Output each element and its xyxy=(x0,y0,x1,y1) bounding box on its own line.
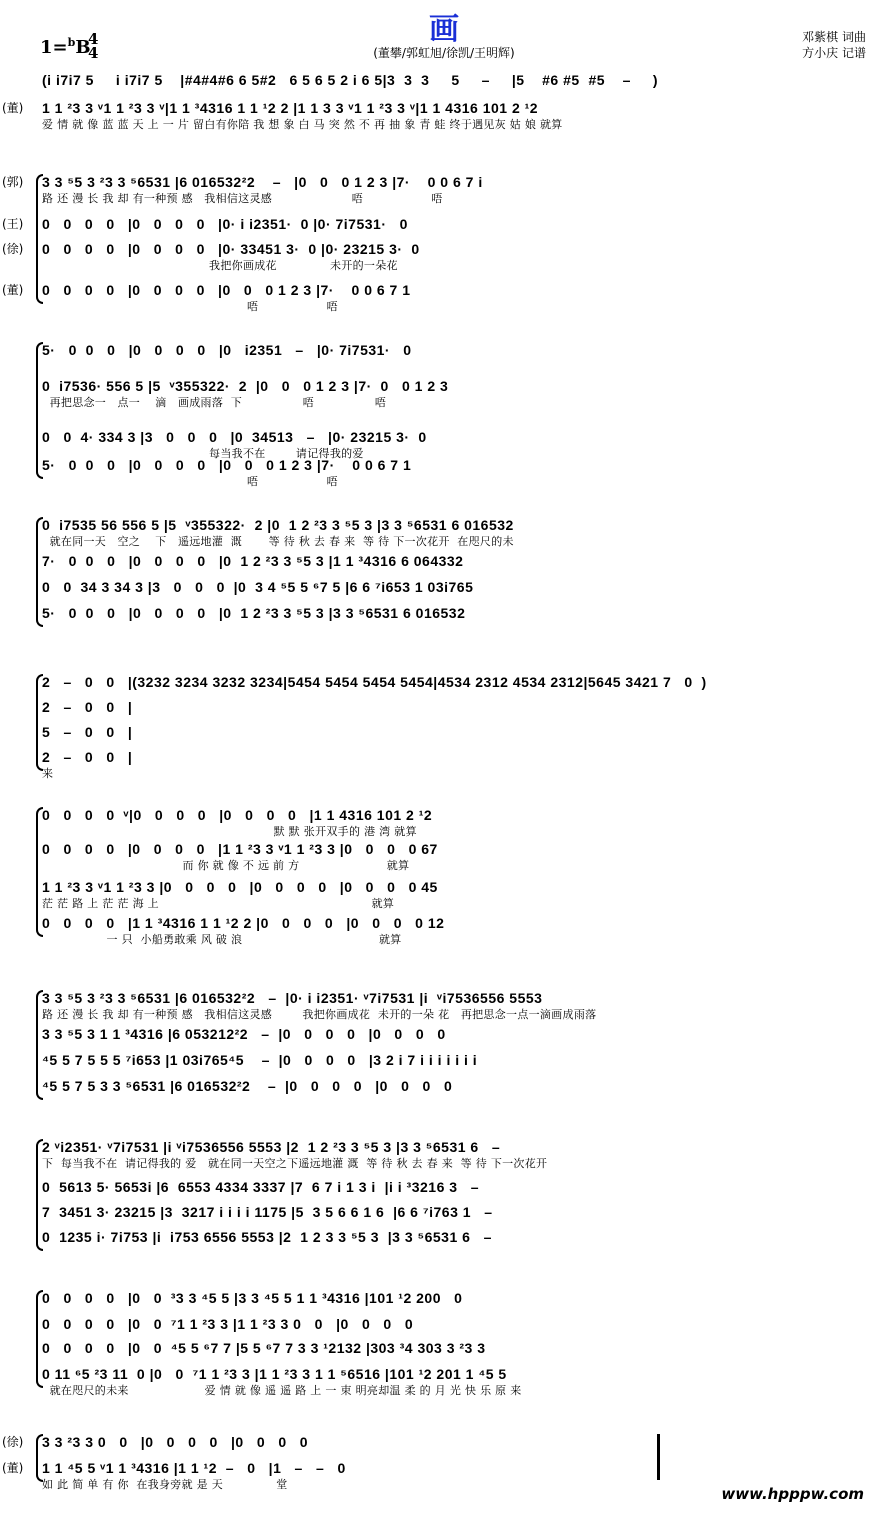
voice-label: (董) xyxy=(2,283,24,297)
voice-row xyxy=(0,577,888,597)
voice-row xyxy=(0,515,888,548)
voice-row xyxy=(0,805,888,838)
lyric-line: 下 每当我不在 请记得我的 爱 就在同一天空之下遥远地灌 溉 等 待 秋 去 春 来 等 待 下一次花开 xyxy=(42,1157,548,1170)
notation-line: 2 – 0 0 | xyxy=(42,699,133,715)
voice-label: (董) xyxy=(2,1461,24,1475)
voice-row xyxy=(0,1364,888,1397)
final-barline xyxy=(657,1434,660,1480)
notation-line: ⁴5 5 7 5 5 5 ⁷i653 |1 03i765⁴5 – |0 0 0 0 |3 2 i 7 i i i i i i i xyxy=(42,1052,478,1068)
voice-row xyxy=(0,172,888,205)
notation-line: 5· 0 0 0 |0 0 0 0 |0 0 0 1 2 3 |7· 0 0 6 7 1 xyxy=(42,457,412,473)
voice-row xyxy=(0,1076,888,1096)
voice-row xyxy=(0,603,888,623)
time-bottom: 4 xyxy=(88,44,99,62)
notation-line: 3 3 ⁵5 3 1 1 ³4316 |6 053212²2 – |0 0 0 0 |0 0 0 0 xyxy=(42,1026,446,1042)
lyric-line: 爱 情 就 像 蓝 蓝 天 上 一 片 留白有你陪 我 想 象 白 马 突 然 不 再 抽 象 青 蛙 终于遇见灰 姑 娘 就算 xyxy=(42,118,563,131)
voice-row xyxy=(0,877,888,910)
voice-label: (徐) xyxy=(2,1435,24,1449)
voice-row xyxy=(0,722,888,742)
voice-row xyxy=(0,214,888,234)
notation-line: 1 1 ²3 3 ᵛ1 1 ²3 3 |0 0 0 0 |0 0 0 0 |0 0 0 0 45 xyxy=(42,879,438,895)
voice-label: (郭) xyxy=(2,175,24,189)
lyricist-composer: 邓紫棋 词曲 xyxy=(802,30,866,44)
key-flat: b xyxy=(67,36,76,49)
lyric-line: 来 xyxy=(42,767,54,780)
lyric-line: 再把思念一 点一 滴 画成雨落 下 唔 唔 xyxy=(42,396,387,409)
notation-line: 7 3451 3· 23215 |3 3217 i i i i 1175 |5 3 5 6 6 1 6 |6 6 ⁷i763 1 – xyxy=(42,1204,493,1220)
intro-notes: (i i7i7 5 i i7i7 5 |#4#4#6 6 5#2 6 5 6 5 2 i 6 5|3 3 3 5 – |5 #6 #5 #5 – ) xyxy=(42,72,658,88)
notation-line: 0 i7535 56 556 5 |5 ᵛ355322· 2 |0 1 2 ²3 3 ⁵5 3 |3 3 ⁵6531 6 016532 xyxy=(42,517,514,533)
notation-line: 1 1 ²3 3 ᵛ1 1 ²3 3 ᵛ|1 1 ³4316 1 1 ¹2 2 |1 1 3 3 ᵛ1 1 ²3 3 ᵛ|1 1 4316 101 2 ¹2 xyxy=(42,100,539,116)
notation-line: 2 ᵛi2351· ᵛ7i7531 |i ᵛi7536556 5553 |2 1 2 ²3 3 ⁵5 3 |3 3 ⁵6531 6 – xyxy=(42,1139,501,1155)
notation-line: 0 1235 i· 7i753 |i i753 6556 5553 |2 1 2 3 3 ⁵5 3 |3 3 ⁵6531 6 – xyxy=(42,1229,492,1245)
voice-row xyxy=(0,1202,888,1222)
notation-line: 0 0 0 0 |0 0 0 0 |0· i i2351· 0 |0· 7i7531· 0 xyxy=(42,216,408,232)
voice-row xyxy=(0,376,888,409)
voice-row xyxy=(0,1137,888,1170)
voice-row xyxy=(0,1050,888,1070)
voice-row xyxy=(0,1338,888,1358)
watermark: www.hpppw.com xyxy=(721,1485,864,1503)
notation-line: 2 – 0 0 |(3232 3234 3232 3234|5454 5454 5454 5454|4534 2312 4534 2312|5645 3421 7 0 ) xyxy=(42,674,707,690)
voice-row xyxy=(0,672,888,692)
voice-row xyxy=(0,1432,888,1452)
notation-line: 0 0 0 0 |0 0 0 0 |1 1 ²3 3 ᵛ1 1 ²3 3 |0 0 0 0 67 xyxy=(42,841,438,857)
notation-line: 0 0 0 0 |1 1 ³4316 1 1 ¹2 2 |0 0 0 0 |0 0 0 0 12 xyxy=(42,915,445,931)
voice-row xyxy=(0,1314,888,1334)
voice-row xyxy=(0,98,888,131)
notation-line: 0 i7536· 556 5 |5 ᵛ355322· 2 |0 0 0 1 2 3 |7· 0 0 1 2 3 xyxy=(42,378,449,394)
notation-line: 5· 0 0 0 |0 0 0 0 |0 1 2 ²3 3 ⁵5 3 |3 3 ⁵6531 6 016532 xyxy=(42,605,466,621)
voice-row xyxy=(0,988,888,1021)
lyric-line: 而 你 就 像 不 远 前 方 就算 xyxy=(42,859,410,872)
lyric-line: 每当我不在 请记得我的爱 xyxy=(42,447,364,460)
notation-line: 0 0 0 0 |0 0 0 0 |0 0 0 1 2 3 |7· 0 0 6 7 1 xyxy=(42,282,411,298)
key-prefix: 1= xyxy=(40,37,68,58)
voice-row xyxy=(0,455,888,488)
voice-row xyxy=(0,551,888,571)
notation-line: 0 0 0 0 |0 0 0 0 |0· 33451 3· 0 |0· 23215 3· 0 xyxy=(42,241,420,257)
notation-line: 3 3 ²3 3 0 0 |0 0 0 0 |0 0 0 0 xyxy=(42,1434,309,1450)
voice-row xyxy=(0,1177,888,1197)
notation-line: 7· 0 0 0 |0 0 0 0 |0 1 2 ²3 3 ⁵5 3 |1 1 ³4316 6 064332 xyxy=(42,553,464,569)
voice-row xyxy=(0,1458,888,1491)
notation-line: 0 0 0 0 |0 0 ⁷1 1 ²3 3 |1 1 ²3 3 0 0 |0 0 0 0 xyxy=(42,1316,414,1332)
voice-label: (王) xyxy=(2,217,24,231)
key-note: B xyxy=(75,37,91,58)
voice-row xyxy=(0,839,888,872)
voice-row xyxy=(0,340,888,360)
lyric-line: 默 默 张开双手的 港 湾 就算 xyxy=(42,825,417,838)
voice-row xyxy=(0,280,888,313)
notation-line: 5· 0 0 0 |0 0 0 0 |0 i2351 – |0· 7i7531· 0 xyxy=(42,342,412,358)
voice-row xyxy=(0,239,888,272)
song-title: 画 xyxy=(429,12,459,47)
notation-line: 1 1 ⁴5 5 ᵛ1 1 ³4316 |1 1 ¹2 – 0 |1 – – 0 xyxy=(42,1460,346,1476)
voice-row xyxy=(0,1024,888,1044)
lyric-line: 唔 唔 xyxy=(42,475,338,488)
lyric-line: 路 还 漫 长 我 却 有一种预 感 我相信这灵感 唔 唔 xyxy=(42,192,443,205)
notation-line: 0 0 0 0 |0 0 ³3 3 ⁴5 5 |3 3 ⁴5 5 1 1 ³4316 |101 ¹2 200 0 xyxy=(42,1290,463,1306)
voice-row xyxy=(0,697,888,717)
lyric-line: 就在同一天 空之 下 遥远地灌 溉 等 待 秋 去 春 来 等 待 下一次花开 在咫尺的未 xyxy=(42,535,514,548)
notation-line: ⁴5 5 7 5 3 3 ⁵6531 |6 016532²2 – |0 0 0 0 |0 0 0 0 xyxy=(42,1078,453,1094)
notation-line: 5 – 0 0 | xyxy=(42,724,133,740)
notation-line: 0 0 0 0 ᵛ|0 0 0 0 |0 0 0 0 |1 1 4316 101 2 ¹2 xyxy=(42,807,433,823)
voice-label: (徐) xyxy=(2,242,24,256)
lyric-line: 茫 茫 路 上 茫 茫 海 上 就算 xyxy=(42,897,395,910)
voice-label: (董) xyxy=(2,101,24,115)
time-top: 4 xyxy=(88,30,99,48)
notation-line: 0 0 4· 334 3 |3 0 0 0 |0 34513 – |0· 23215 3· 0 xyxy=(42,429,427,445)
lyric-line: 如 此 简 单 有 你 在我身旁就 是 天 堂 xyxy=(42,1478,288,1491)
lyric-line: 我把你画成花 未开的一朵花 xyxy=(42,259,398,272)
intro-row xyxy=(0,70,888,90)
voice-row xyxy=(0,427,888,460)
lyric-line: 唔 唔 xyxy=(42,300,338,313)
notation-line: 0 5613 5· 5653i |6 6553 4334 3337 |7 6 7 i 1 3 i |i i ³3216 3 – xyxy=(42,1179,479,1195)
lyric-line: 路 还 漫 长 我 却 有一种预 感 我相信这灵感 我把你画成花 未开的一朵 花 再把思念一点一滴画成雨落 xyxy=(42,1008,597,1021)
singers-credit: (董攀/郭虹旭/徐凯/王明辉) xyxy=(373,46,515,60)
lyric-line: 就在咫尺的未来 爱 情 就 像 遥 遥 路 上 一 束 明亮却温 柔 的 月 光 快 乐 原 来 xyxy=(42,1384,522,1397)
notation-line: 0 0 0 0 |0 0 ⁴5 5 ⁶7 7 |5 5 ⁶7 7 3 3 ¹2132 |303 ³4 303 3 ²3 3 xyxy=(42,1340,486,1356)
transcriber: 方小庆 记谱 xyxy=(802,46,866,60)
notation-line: 3 3 ⁵5 3 ²3 3 ⁵6531 |6 016532²2 – |0 0 0 1 2 3 |7· 0 0 6 7 i xyxy=(42,174,483,190)
notation-line: 0 11 ⁶5 ²3 11 0 |0 0 ⁷1 1 ²3 3 |1 1 ²3 3 1 1 ⁵6516 |101 ¹2 201 1 ⁴5 5 xyxy=(42,1366,507,1382)
notation-line: 3 3 ⁵5 3 ²3 3 ⁵6531 |6 016532²2 – |0· i i2351· ᵛ7i7531 |i ᵛi7536556 5553 xyxy=(42,990,543,1006)
lyric-line: 一 只 小船勇敢乘 风 破 浪 就算 xyxy=(42,933,402,946)
voice-row xyxy=(0,747,888,780)
voice-row xyxy=(0,1227,888,1247)
notation-line: 0 0 34 3 34 3 |3 0 0 0 |0 3 4 ⁵5 5 ⁶7 5 |6 6 ⁷i653 1 03i765 xyxy=(42,579,474,595)
notation-line: 2 – 0 0 | xyxy=(42,749,133,765)
voice-row xyxy=(0,1288,888,1308)
voice-row xyxy=(0,913,888,946)
